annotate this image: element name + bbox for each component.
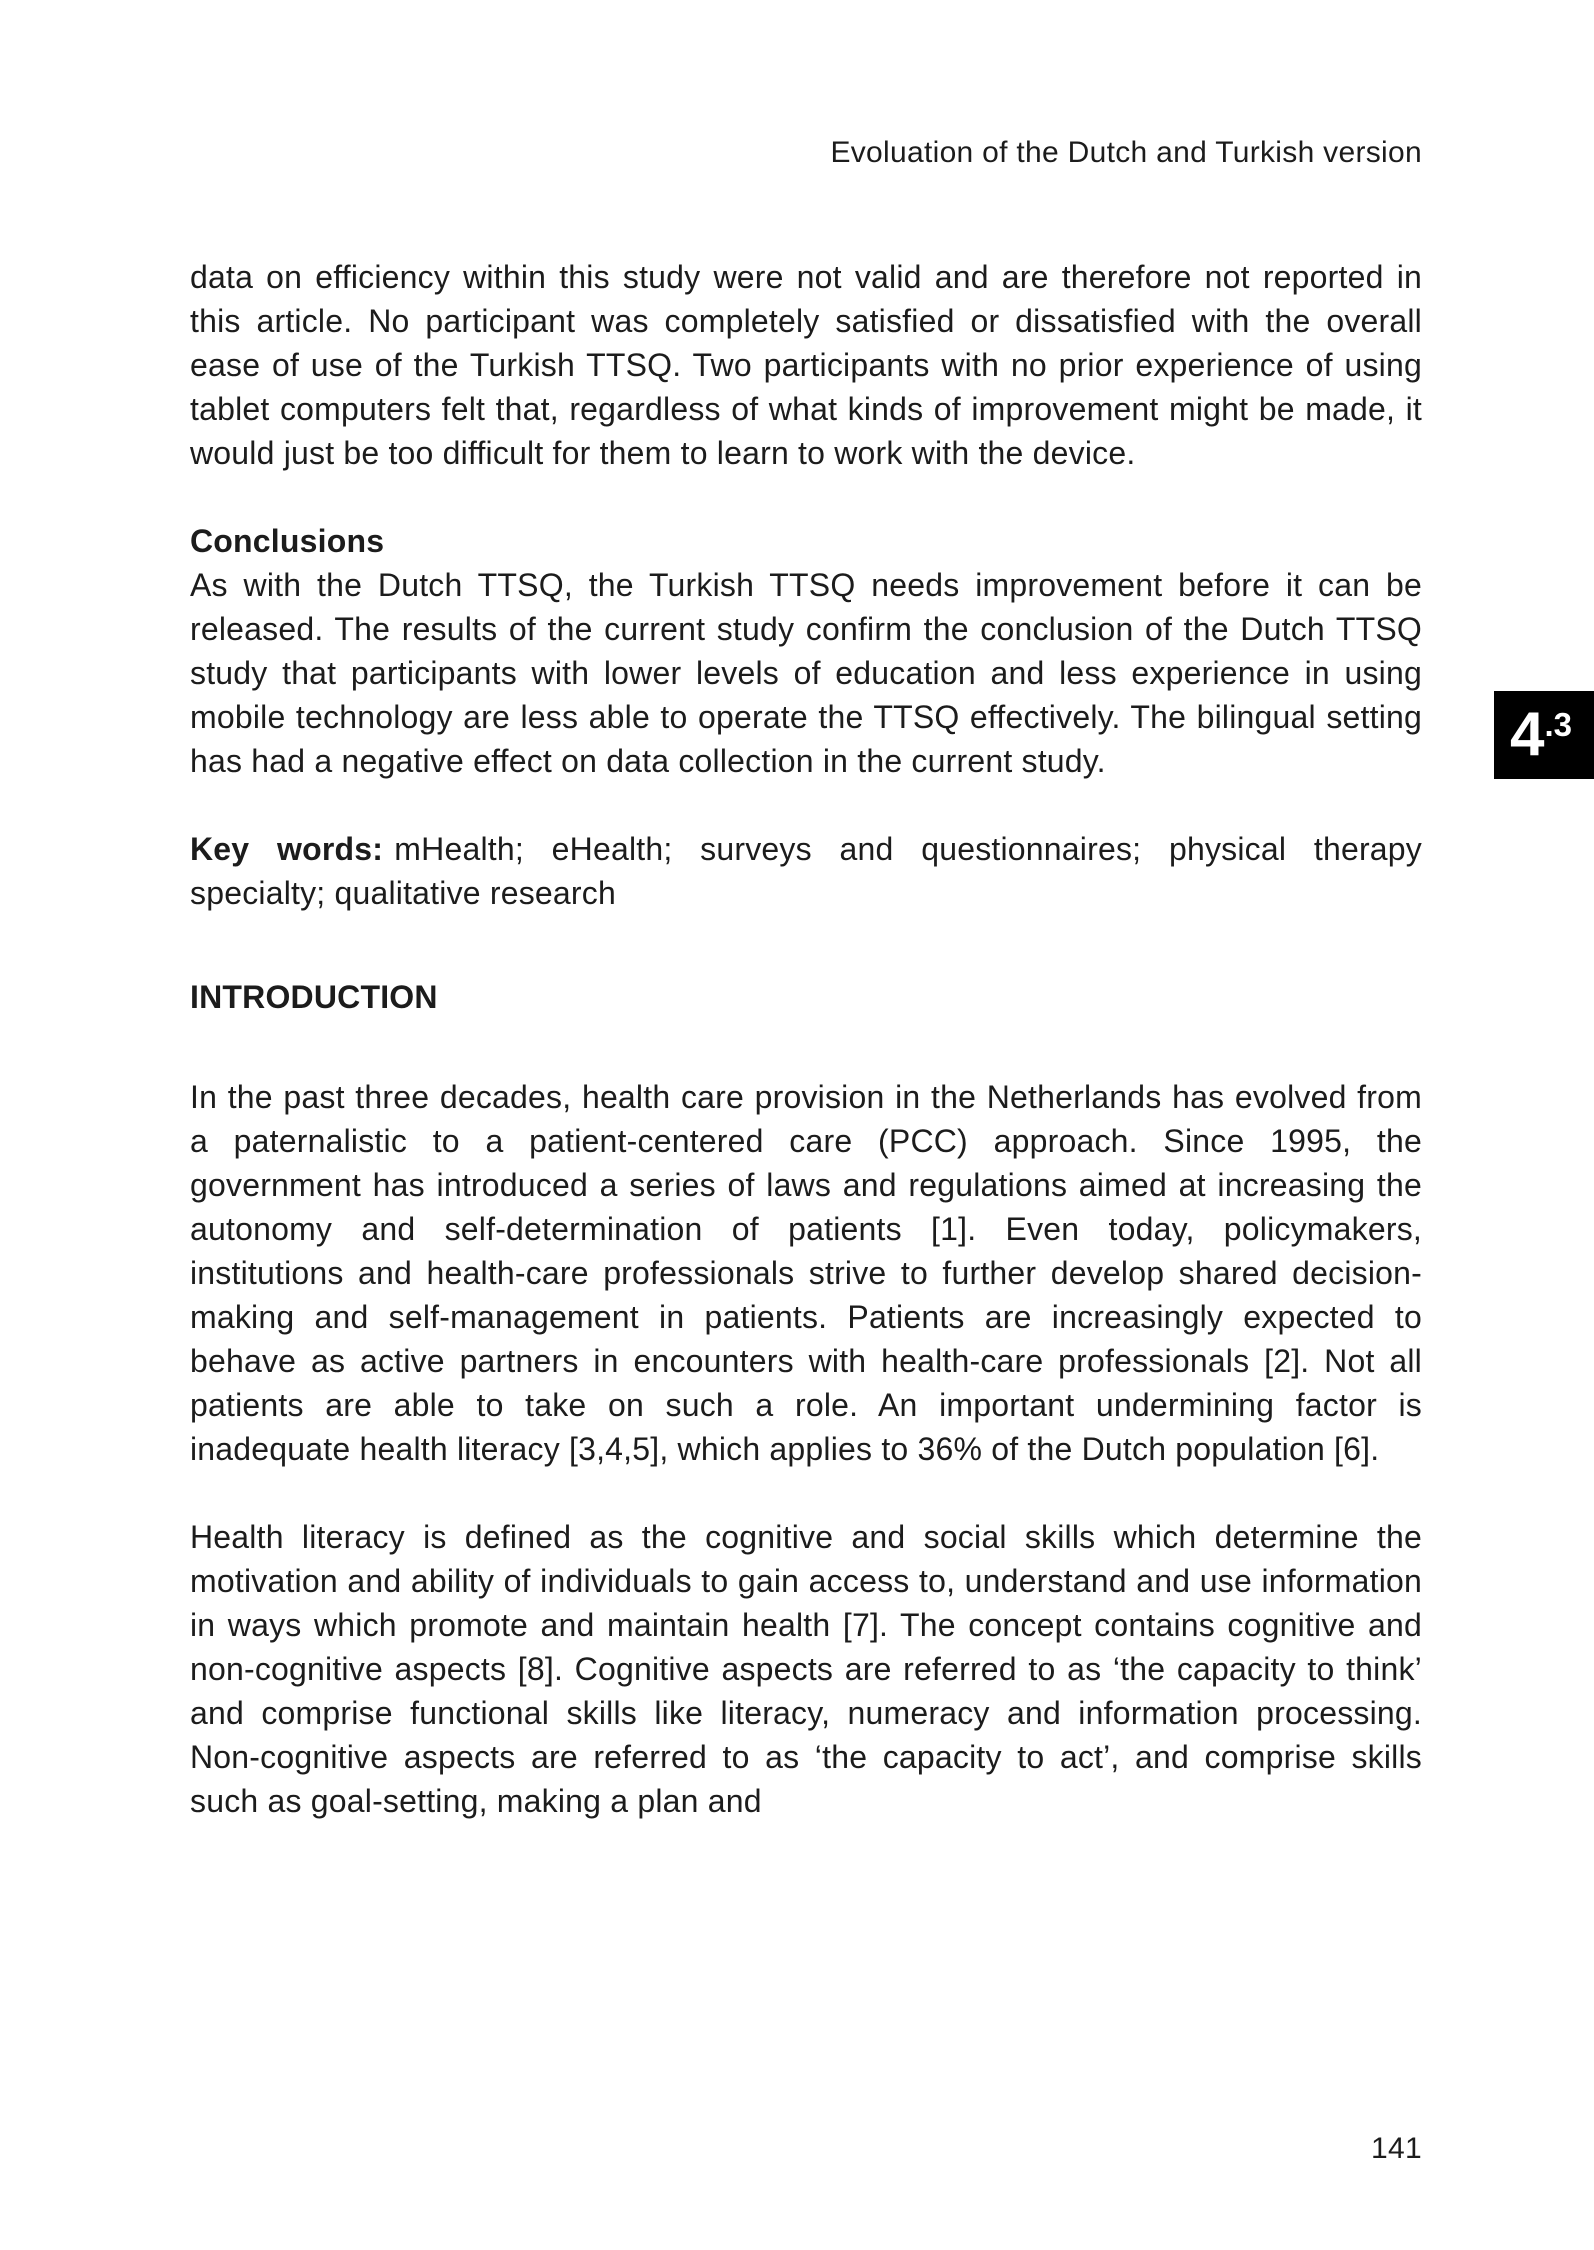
chapter-tab — [1494, 691, 1594, 779]
keywords-text: mHealth; eHealth; surveys and questionnaires; physical therapy specialty; qualitative research — [190, 831, 1423, 911]
paragraph-continuation: data on efficiency within this study were not valid and are therefore not reported in this article. No participant was completely satisfied or dissatisfied with the overall ease of use of the Turkish TTSQ. Two participants with no prior experience of using tablet computers felt that, regardless of what kinds of improvement might be made, it would just be too difficult for them to learn to work with the device. — [190, 259, 1422, 471]
chapter-tab-minor: .3 — [1544, 705, 1573, 743]
paragraph-introduction-2: Health literacy is defined as the cognitive and social skills which determine the motivation and ability of individuals to gain access to, understand and use information in ways which promote and maintain health [7]. The concept contains cognitive and non-cognitive aspects [8]. Cognitive aspects are referred to as ‘the capacity to think’ and comprise functional skills like literacy, numeracy and information processing. Non-cognitive aspects are referred to as ‘the capacity to act’, and comprise skills such as goal-setting, making a plan and — [190, 1519, 1422, 1819]
paragraph-conclusions: As with the Dutch TTSQ, the Turkish TTSQ needs improvement before it can be released. The results of the current study confirm the conclusion of the Dutch TTSQ study that participants with lower levels of education and less experience in using mobile technology are less able to operate the TTSQ effectively. The bilingual setting has had a negative effect on data collection in the current study. — [190, 567, 1422, 779]
text-column — [190, 0, 1422, 1823]
running-header: Evoluation of the Dutch and Turkish version — [830, 136, 1422, 169]
paragraph-keywords — [190, 827, 1422, 915]
section-heading-conclusions: Conclusions — [190, 523, 385, 559]
keywords-label: Key words: — [190, 831, 384, 867]
section-heading-introduction: INTRODUCTION — [190, 979, 438, 1015]
chapter-tab-major: 4 — [1510, 700, 1545, 769]
paragraph-introduction-1: In the past three decades, health care provision in the Netherlands has evolved from a paternalistic to a patient-centered care (PCC) approach. Since 1995, the government has introduced a series of laws and regulations aimed at increasing the autonomy and self-determination of patients [1]. Even today, policymakers, institutions and health-care professionals strive to further develop shared decision-making and self-management in patients. Patients are increasingly expected to behave as active partners in encounters with health-care professionals [2]. Not all patients are able to take on such a role. An important undermining factor is inadequate health literacy [3,4,5], which applies to 36% of the Dutch population [6]. — [190, 1079, 1422, 1467]
page-number: 141 — [1371, 2132, 1422, 2165]
